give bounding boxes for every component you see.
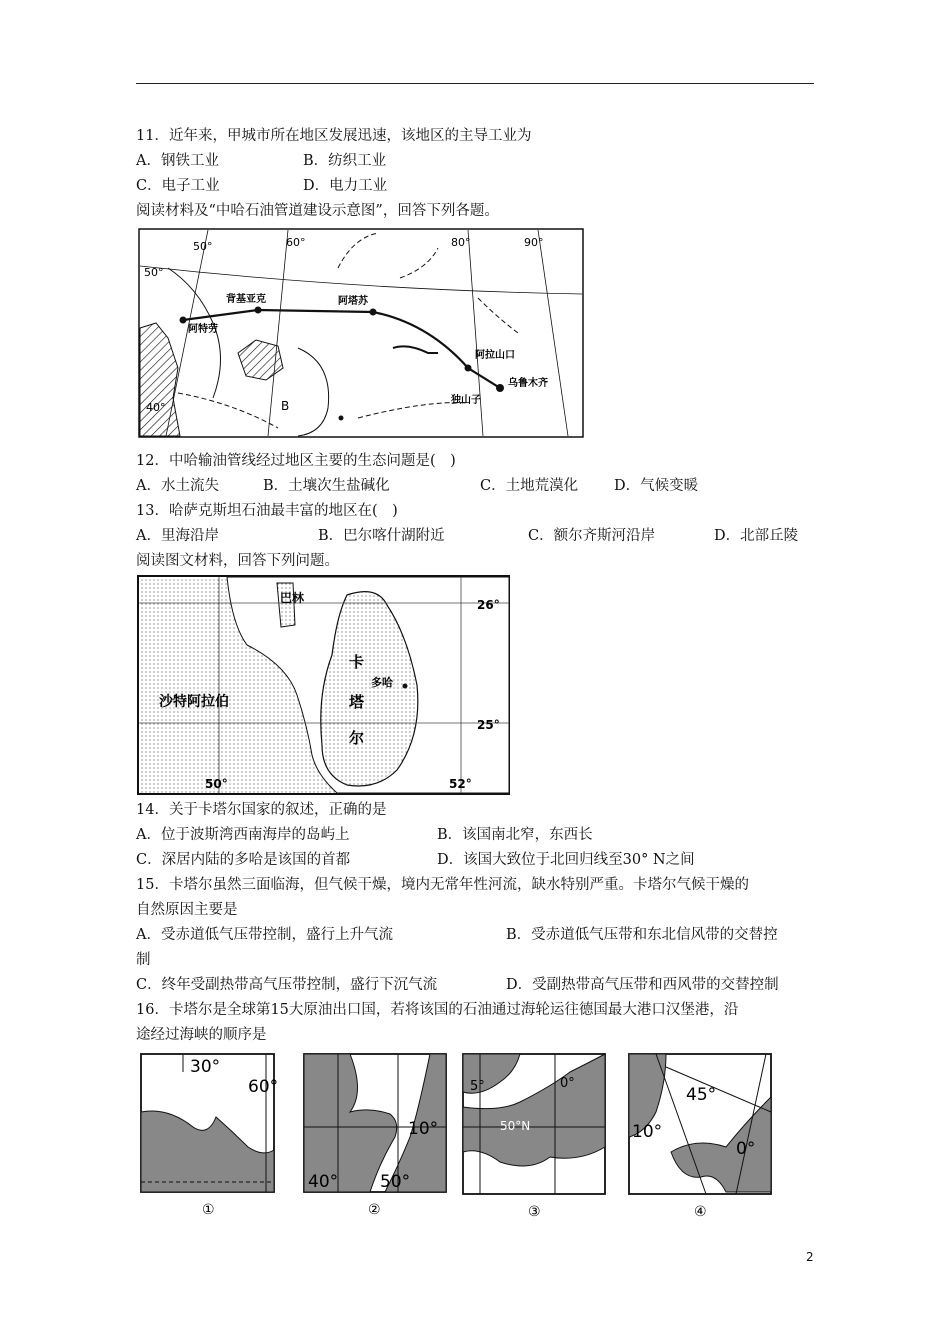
q15-stem-2: 自然原因主要是 (136, 902, 238, 918)
strait1-label-1: 30° (190, 1057, 221, 1077)
bahrain-label: 巴林 (280, 591, 305, 605)
strait-map-4 (626, 1052, 776, 1222)
strait2-label-1: 10° (408, 1119, 439, 1139)
strait-map-3 (460, 1052, 610, 1222)
q12-option-c: C．土地荒漠化 (480, 478, 579, 494)
q13-option-c: C．额尔齐斯河沿岸 (528, 528, 656, 544)
lat26-label: 26° (477, 598, 500, 612)
strait3-caption: ③ (528, 1204, 541, 1220)
lon50-label: 50° (205, 777, 228, 791)
q14-option-d: D．该国大致位于北回归线至30° N之间 (437, 852, 695, 868)
strait1-label-2: 60° (248, 1077, 279, 1097)
map1-city-5: 独山子 (451, 395, 481, 406)
strait4-caption: ④ (694, 1204, 707, 1220)
strait4-label-3: 0° (736, 1139, 756, 1159)
strait2-caption: ② (368, 1202, 381, 1218)
q14-option-a: A．位于波斯湾西南海岸的岛屿上 (136, 827, 350, 843)
q16-stem-2: 途经过海峡的顺序是 (136, 1027, 267, 1043)
map1-lon80: 80° (451, 236, 471, 249)
map1-lon50: 50° (193, 240, 213, 253)
strait1-caption: ① (202, 1202, 215, 1218)
q15-option-a: A．受赤道低气压带控制，盛行上升气流 (136, 927, 393, 943)
strait2-label-3: 50° (380, 1172, 411, 1192)
q15-stem-1: 15．卡塔尔虽然三面临海，但气候干燥，境内无常年性河流，缺水特别严重。卡塔尔气候干燥的 (136, 877, 749, 893)
q13-option-d: D．北部丘陵 (714, 528, 799, 544)
q12-option-a: A．水土流失 (136, 478, 219, 494)
map1-lat40: 40° (146, 401, 166, 414)
page-number: 2 (806, 1250, 814, 1264)
q13-stem: 13．哈萨克斯坦石油最丰富的地区在( ) (136, 503, 398, 519)
q11-option-d: D．电力工业 (303, 178, 388, 194)
q14-stem: 14．关于卡塔尔国家的叙述，正确的是 (136, 802, 387, 818)
map1-lon60: 60° (286, 236, 306, 249)
qatar-label-3: 尔 (349, 729, 365, 747)
lat25-label: 25° (477, 718, 500, 732)
q15-option-b-cont: 制 (136, 952, 151, 968)
map1-city-1: 阿塔苏 (338, 296, 368, 307)
strait2-label-2: 40° (308, 1172, 339, 1192)
intro-pipeline: 阅读材料及“中哈石油管道建设示意图”，回答下列各题。 (136, 203, 499, 219)
q15-option-c: C．终年受副热带高气压带控制，盛行下沉气流 (136, 977, 438, 993)
map1-lon90: 90° (524, 236, 544, 249)
doha-label: 多哈 (371, 676, 393, 689)
map1-city-2: 阿特劳 (188, 324, 218, 335)
strait4-label-2: 10° (632, 1122, 663, 1142)
qatar-label-1: 卡 (349, 653, 365, 671)
saudi-label: 沙特阿拉伯 (159, 694, 229, 710)
q15-option-b: B．受赤道低气压带和东北信风带的交替控 (506, 927, 778, 943)
qatar-label-2: 塔 (349, 693, 365, 711)
pipeline-map (138, 228, 584, 438)
q15-option-d: D．受副热带高气压带和西风带的交替控制 (506, 977, 779, 993)
q16-stem-1: 16．卡塔尔是全球第15大原油出口国，若将该国的石油通过海轮运往德国最大港口汉堡港，沿 (136, 1002, 739, 1018)
q11-stem: 11．近年来，甲城市所在地区发展迅速，该地区的主导工业为 (136, 128, 532, 144)
strait3-label-1: 5° (470, 1079, 485, 1094)
q12-option-b: B．土壤次生盐碱化 (263, 478, 390, 494)
strait3-label-2: 0° (560, 1076, 575, 1091)
strait-map-2 (300, 1052, 450, 1222)
q12-option-d: D．气候变暖 (614, 478, 699, 494)
map1-city-3: 阿拉山口 (475, 350, 515, 361)
strait-map-1 (138, 1052, 280, 1222)
q12-stem: 12．中哈输油管线经过地区主要的生态问题是( ) (136, 453, 456, 469)
qatar-map (137, 575, 510, 795)
q14-option-b: B．该国南北窄，东西长 (437, 827, 593, 843)
map1-city-0: 背基亚克 (226, 294, 266, 305)
map1-city-4: 乌鲁木齐 (508, 378, 548, 389)
intro-qatar: 阅读图文材料，回答下列问题。 (136, 553, 339, 569)
q11-option-b: B．纺织工业 (303, 153, 387, 169)
q13-option-b: B．巴尔喀什湖附近 (318, 528, 445, 544)
q11-option-a: A．钢铁工业 (136, 153, 219, 169)
strait4-label-1: 45° (686, 1085, 717, 1105)
map1-region-b: B (281, 399, 290, 413)
q11-option-c: C．电子工业 (136, 178, 220, 194)
lon52-label: 52° (449, 777, 472, 791)
q14-option-c: C．深居内陆的多哈是该国的首都 (136, 852, 351, 868)
map1-lat50: 50° (144, 266, 164, 279)
q13-option-a: A．里海沿岸 (136, 528, 219, 544)
header-rule (136, 83, 814, 84)
strait3-label-3: 50°N (500, 1119, 531, 1133)
